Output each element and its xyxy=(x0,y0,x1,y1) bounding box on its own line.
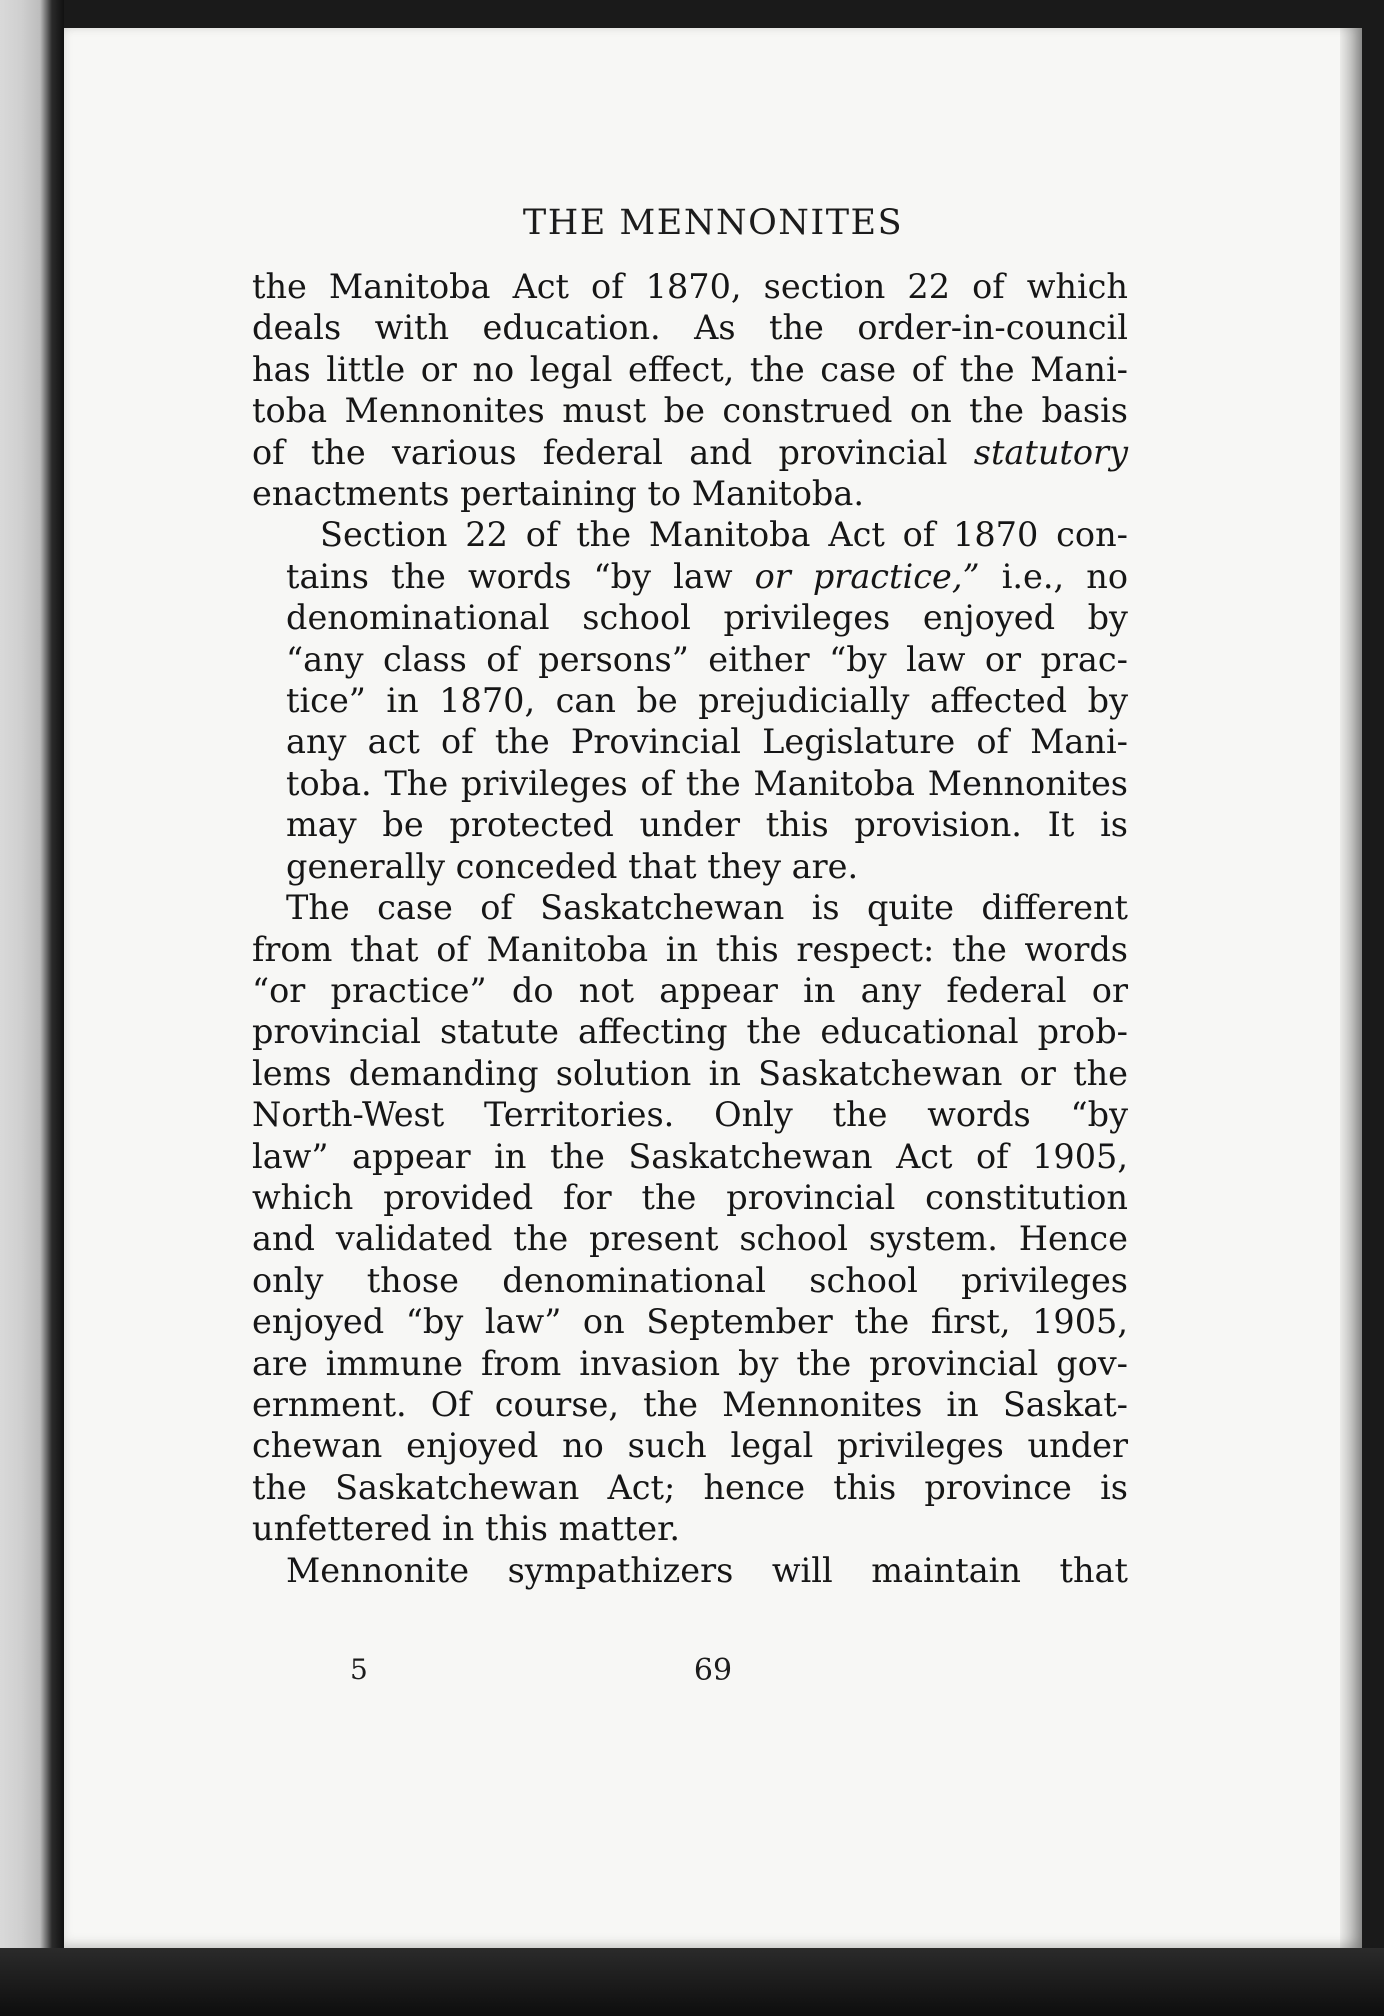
text-line: Mennonite sympathizers will maintain that xyxy=(286,1550,1128,1590)
text-line: the Saskatchewan Act; hence this province is xyxy=(252,1467,1128,1507)
text-line: the Manitoba Act of 1870, section 22 of which xyxy=(252,267,1128,306)
text-line: deals with education. As the order-in-council xyxy=(252,308,1128,348)
text-line: enjoyed “by law” on September the first, 1905, xyxy=(252,1302,1128,1342)
text-line: and validated the present school system. Hence xyxy=(252,1219,1128,1259)
paragraph-1 xyxy=(252,266,1128,514)
paragraph-2 xyxy=(252,514,1128,887)
scan-bottom-border xyxy=(0,1948,1384,2016)
text-line: chewan enjoyed no such legal privileges under xyxy=(252,1426,1128,1466)
text-line: may be protected under this provision. It is xyxy=(286,805,1128,845)
text-line: denominational school privileges enjoyed by xyxy=(286,598,1128,638)
text-line: law” appear in the Saskatchewan Act of 1905, xyxy=(252,1136,1128,1176)
paragraph-3 xyxy=(252,887,1128,1550)
text-line: tains the words “by law or practice,” i.e., no xyxy=(286,556,1129,596)
text-line: Section 22 of the Manitoba Act of 1870 con- xyxy=(320,515,1128,555)
book-spine-edge xyxy=(0,0,64,2016)
text-line: any act of the Provincial Legislature of Mani- xyxy=(286,722,1128,762)
text-line: has little or no legal effect, the case of the Mani- xyxy=(252,349,1128,389)
text-line: “or practice” do not appear in any federal or xyxy=(252,970,1128,1010)
paragraph-4 xyxy=(252,1550,1128,1591)
text-line: toba Mennonites must be construed on the basis xyxy=(252,391,1128,431)
page-sheet xyxy=(64,28,1362,1948)
text-line: of the various federal and provincial statutory xyxy=(252,432,1128,472)
signature-mark: 5 xyxy=(350,1653,368,1686)
text-line: unfettered in this matter. xyxy=(252,1509,681,1549)
text-line: toba. The privileges of the Manitoba Mennonites xyxy=(286,763,1128,803)
text-line: provincial statute affecting the educational prob- xyxy=(252,1012,1128,1052)
body-text xyxy=(252,266,1128,1591)
text-line: from that of Manitoba in this respect: the words xyxy=(252,929,1128,969)
text-line: tice” in 1870, can be prejudicially affected by xyxy=(286,681,1128,721)
text-line: The case of Saskatchewan is quite different xyxy=(286,888,1128,928)
text-line: only those denominational school privileges xyxy=(252,1260,1128,1300)
running-head: THE MENNONITES xyxy=(522,203,904,243)
text-line: “any class of persons” either “by law or prac- xyxy=(286,639,1128,679)
text-line: enactments pertaining to Manitoba. xyxy=(252,474,864,514)
text-line: ernment. Of course, the Mennonites in Saskat- xyxy=(252,1384,1128,1424)
text-line: North-West Territories. Only the words “by xyxy=(252,1095,1128,1135)
text-line: which provided for the provincial constitution xyxy=(252,1177,1128,1217)
text-line: lems demanding solution in Saskatchewan or the xyxy=(252,1053,1128,1093)
text-line: are immune from invasion by the provincial gov- xyxy=(252,1343,1128,1383)
text-line: generally conceded that they are. xyxy=(286,846,859,886)
page-number: 69 xyxy=(693,1653,733,1688)
